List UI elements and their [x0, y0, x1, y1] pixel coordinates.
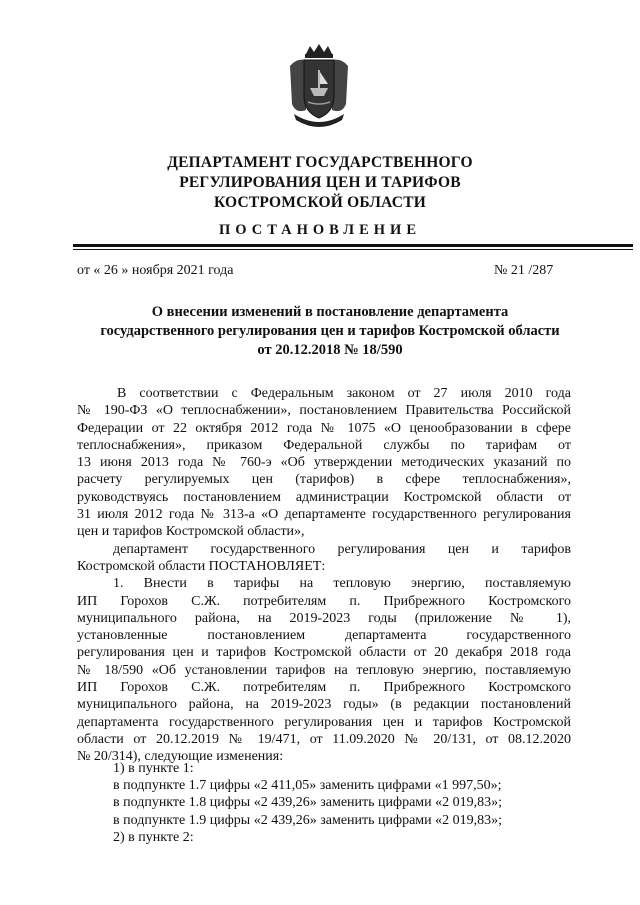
- document-date: от « 26 » ноября 2021 года: [77, 263, 234, 278]
- amendment-items: [113, 760, 502, 846]
- body-line: теплоснабжения», приказом Федеральной службы по тарифам от: [77, 437, 571, 453]
- department-name: [60, 153, 580, 213]
- body-line: руководствуясь постановлением администрации Костромской области от: [77, 489, 571, 505]
- body-line: расчету регулируемых цен (тарифов) в сфере теплоснабжения»,: [77, 472, 571, 488]
- body-line: области от 20.12.2019 № 19/471, от 11.09.2020 № 20/131, от 08.12.2020: [77, 731, 571, 747]
- document-number: № 21 /287: [494, 263, 554, 278]
- body-line: 1. Внести в тарифы на тепловую энергию, поставляемую: [113, 576, 571, 592]
- amendment-item: в подпункте 1.9 цифры «2 439,26» заменить цифрами «2 019,83»;: [113, 812, 503, 828]
- document-body: [77, 385, 571, 766]
- body-line: департамента государственного регулирования цен и тарифов Костромской: [77, 714, 571, 730]
- body-line: № 190-ФЗ «О теплоснабжении», постановлением Правительства Российской: [77, 403, 571, 419]
- body-line: департамент государственного регулирования цен и тарифов: [113, 541, 571, 557]
- body-line: В соответствии с Федеральным законом от 27 июля 2010 года: [117, 386, 571, 401]
- subject-line: О внесении изменений в постановление департамента: [151, 304, 509, 320]
- document-type-heading: ПОСТАНОВЛЕНИЕ: [218, 222, 421, 238]
- body-line: Федерации от 22 октября 2012 года № 1075 «О ценообразовании в сфере: [77, 420, 571, 436]
- department-line: РЕГУЛИРОВАНИЯ ЦЕН И ТАРИФОВ: [179, 174, 461, 191]
- department-line: ДЕПАРТАМЕНТ ГОСУДАРСТВЕННОГО: [167, 154, 473, 171]
- subject-line: от 20.12.2018 № 18/590: [257, 342, 403, 358]
- header-divider-thin: [73, 249, 633, 250]
- body-line: № 20/314), следующие изменения:: [77, 749, 284, 765]
- body-line: цен и тарифов Костромской области»,: [77, 524, 305, 540]
- header-divider-thick: [73, 244, 633, 247]
- amendment-item: в подпункте 1.8 цифры «2 439,26» заменить цифрами «2 019,83»;: [113, 795, 503, 811]
- amendment-item: 2) в пункте 2:: [113, 829, 194, 845]
- document-subject: [70, 303, 590, 360]
- department-line: КОСТРОМСКОЙ ОБЛАСТИ: [213, 194, 426, 211]
- body-line: муниципального района, на 2019-2023 годы (приложение № 1),: [77, 610, 571, 626]
- body-line: установленные постановлением департамента государственного: [77, 628, 571, 644]
- coat-of-arms-emblem: [286, 44, 352, 128]
- body-line: ИП Горохов С.Ж. потребителям п. Прибрежного Костромского: [77, 680, 571, 696]
- body-line: 13 июня 2013 года № 760-э «Об утверждении методических указаний по: [77, 455, 571, 471]
- body-line: регулирования цен и тарифов Костромской области от 20 декабря 2018 года: [77, 645, 571, 661]
- subject-line: государственного регулирования цен и тарифов Костромской области: [100, 323, 560, 339]
- body-line: муниципального района, на 2019-2023 годы» (в редакции постановлений: [77, 697, 571, 713]
- body-line: ИП Горохов С.Ж. потребителям п. Прибрежного Костромского: [77, 593, 571, 609]
- amendment-item: в подпункте 1.7 цифры «2 411,05» заменить цифрами «1 997,50»;: [113, 778, 502, 794]
- amendment-item: 1) в пункте 1:: [113, 761, 194, 776]
- body-line: № 18/590 «Об установлении тарифов на тепловую энергию, поставляемую: [77, 662, 571, 678]
- body-line: Костромской области ПОСТАНОВЛЯЕТ:: [77, 558, 326, 574]
- body-line: 31 июля 2012 года № 313-а «О департаменте государственного регулирования: [77, 507, 571, 523]
